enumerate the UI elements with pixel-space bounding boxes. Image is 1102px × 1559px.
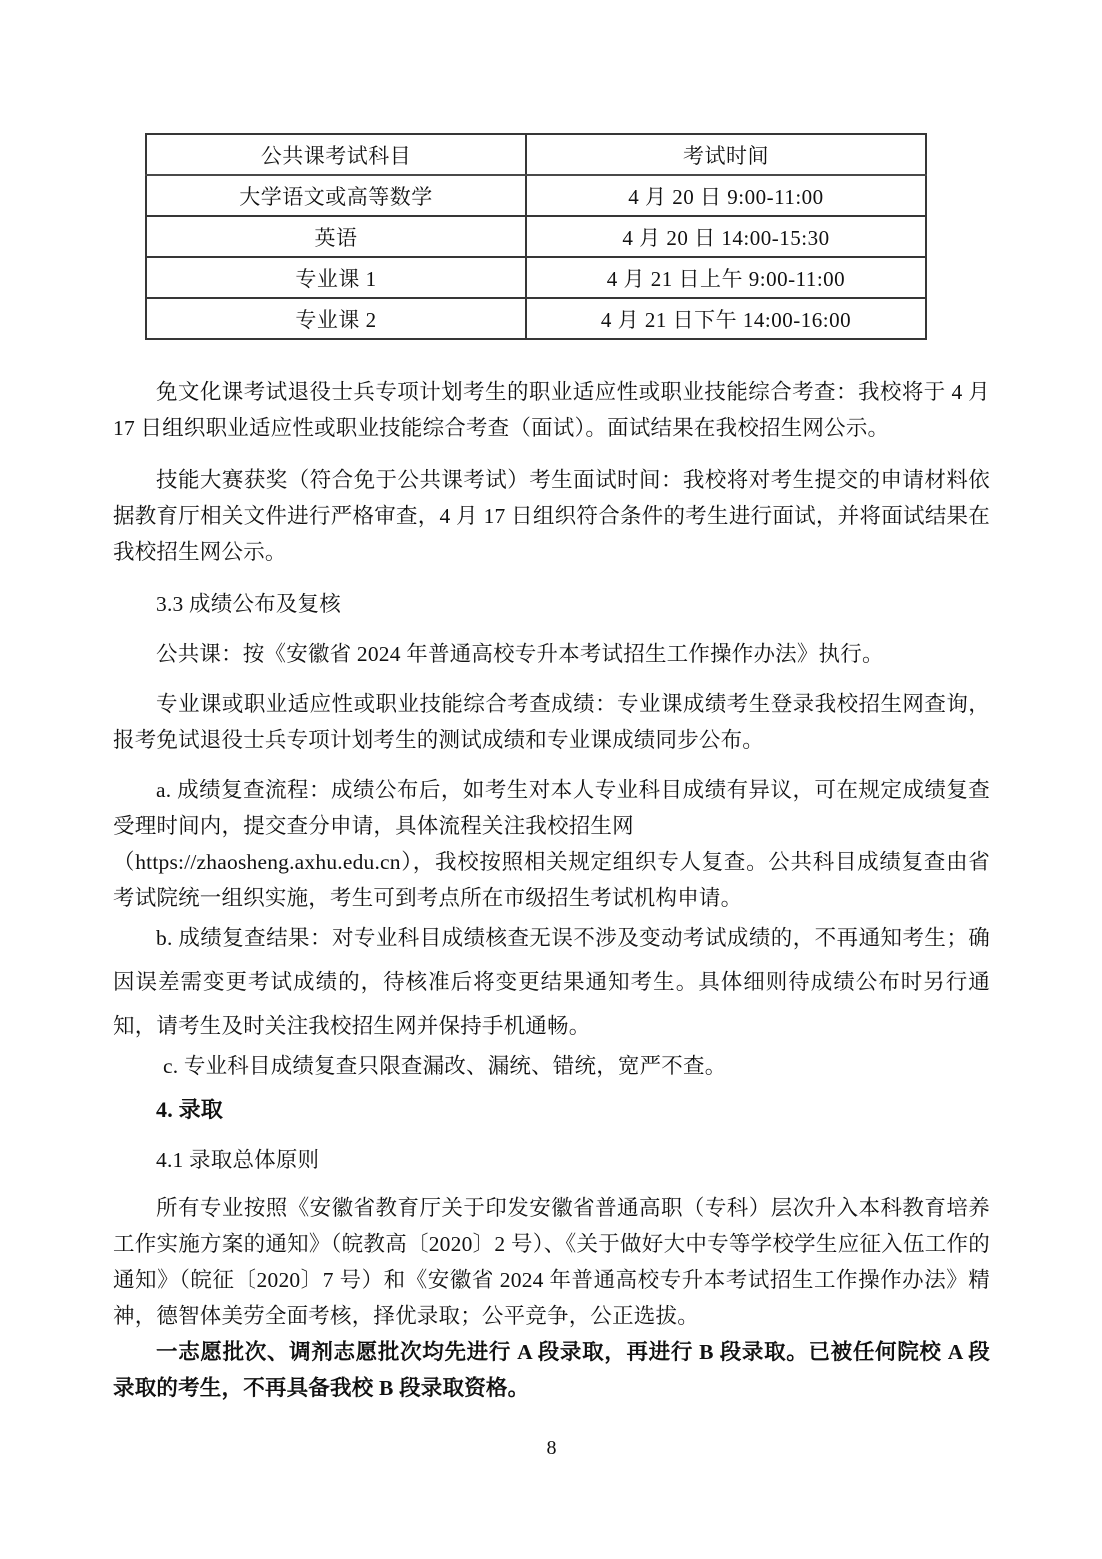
para-recheck-scope: c. 专业科目成绩复查只限查漏改、漏统、错统，宽严不查。 (163, 1054, 727, 1078)
table-cell-time: 4 月 21 日下午 14:00-16:00 (526, 298, 926, 339)
table-cell-time: 4 月 21 日上午 9:00-11:00 (526, 257, 926, 298)
table-row (146, 298, 926, 339)
table-cell-subject: 大学语文或高等数学 (146, 175, 526, 216)
table-cell-subject: 专业课 2 (146, 298, 526, 339)
para-recheck-result: b. 成绩复查结果：对专业科目成绩核查无误不涉及变动考试成绩的，不再通知考生；确因误差需变更考试成绩的，待核准后将变更结果通知考生。具体细则待成绩公布时另行通知，请考生及时关注我校招生网并保持手机通畅。 (113, 926, 990, 1038)
heading-3-3: 3.3 成绩公布及复核 (156, 592, 341, 616)
table-cell-subject: 英语 (146, 216, 526, 257)
recheck-flow-text-after: ，我校按照相关规定组织专人复查。公共科目成绩复查由省考试院统一组织实施，考生可到考点所在市级招生考试机构申请。 (113, 850, 990, 910)
table-header-row (146, 134, 926, 175)
para-public-course-rule: 公共课：按《安徽省 2024 年普通高校专升本考试招生工作操作办法》执行。 (156, 642, 884, 666)
table-header-time: 考试时间 (526, 134, 926, 175)
para-major-score-publish: 专业课或职业适应性或职业技能综合考查成绩：专业课成绩考生登录我校招生网查询，报考免试退役士兵专项计划考生的测试成绩和专业课成绩同步公布。 (113, 692, 990, 752)
admissions-site-url[interactable]: （https://zhaosheng.axhu.edu.cn） (113, 850, 413, 874)
para-admission-principle: 所有专业按照《安徽省教育厅关于印发安徽省普通高职（专科）层次升入本科教育培养工作实施方案的通知》（皖教高〔2020〕2 号）、《关于做好大中专等学校学生应征入伍工作的通知》（皖征〔2020〕7 号）和《安徽省 2024 年普通高校专升本考试招生工作操作办法》精神，德智体美劳全面考核，择优录取；公平竞争，公正选拔。 (113, 1196, 990, 1328)
recheck-flow-text: a. 成绩复查流程：成绩公布后，如考生对本人专业科目成绩有异议，可在规定成绩复查受理时间内，提交查分申请，具体流程关注我校招生网 (113, 778, 990, 838)
heading-4-1: 4.1 录取总体原则 (156, 1148, 320, 1172)
para-skill-award-interview: 技能大赛获奖（符合免于公共课考试）考生面试时间：我校将对考生提交的申请材料依据教育厅相关文件进行严格审查，4 月 17 日组织符合条件的考生进行面试，并将面试结果在我校招生网公示。 (113, 468, 990, 564)
exam-schedule-table (145, 133, 927, 340)
table-cell-time: 4 月 20 日 14:00-15:30 (526, 216, 926, 257)
table-cell-subject: 专业课 1 (146, 257, 526, 298)
table-row (146, 175, 926, 216)
para-recheck-flow (113, 772, 990, 916)
para-exemption-interview: 免文化课考试退役士兵专项计划考生的职业适应性或职业技能综合考查：我校将于 4 月 17 日组织职业适应性或职业技能综合考查（面试）。面试结果在我校招生网公示。 (113, 380, 990, 440)
table-header-subject: 公共课考试科目 (146, 134, 526, 175)
heading-4-admission: 4. 录取 (156, 1097, 224, 1122)
table-row (146, 257, 926, 298)
table-row (146, 216, 926, 257)
table-cell-time: 4 月 20 日 9:00-11:00 (526, 175, 926, 216)
para-batch-rule: 一志愿批次、调剂志愿批次均先进行 A 段录取，再进行 B 段录取。已被任何院校 A 段录取的考生，不再具备我校 B 段录取资格。 (113, 1340, 990, 1400)
page-number: 8 (546, 1437, 557, 1459)
